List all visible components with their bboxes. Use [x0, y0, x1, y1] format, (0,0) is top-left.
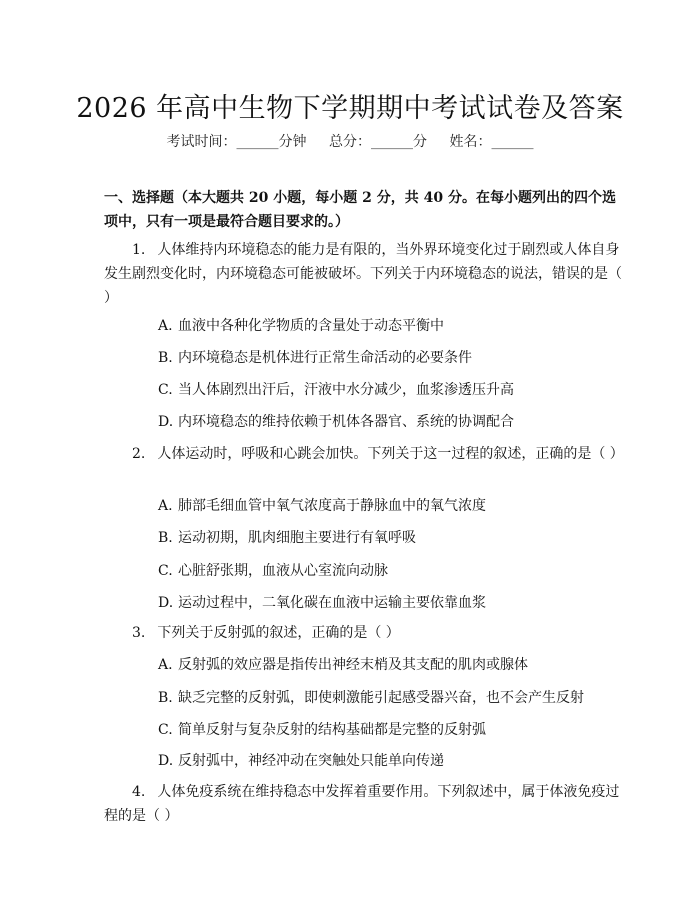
option-text: 运动过程中，二氧化碳在血液中运输主要依靠血浆 [178, 595, 486, 611]
option-text: 内环境稳态的维持依赖于机体各器官、系统的协调配合 [178, 414, 514, 430]
question-2 [104, 442, 624, 466]
question-text: 人体维持内环境稳态的能力是有限的，当外界环境变化过于剧烈或人体自身发生剧烈变化时，内环境稳态可能被破坏。下列关于内环境稳态的说法，错误的是（ ） [104, 242, 622, 306]
option-text: 反射弧的效应器是指传出神经末梢及其支配的肌肉或腺体 [178, 657, 528, 673]
option-letter: D. [158, 414, 174, 430]
option-d [158, 751, 638, 771]
question-text: 人体免疫系统在维持稳态中发挥着重要作用。下列叙述中，属于体液免疫过程的是（ ） [104, 784, 620, 824]
question-number: 1. [132, 242, 146, 258]
question-text: 人体运动时，呼吸和心跳会加快。下列关于这一过程的叙述，正确的是（ ） [157, 446, 624, 462]
option-c [158, 720, 638, 740]
option-text: 血液中各种化学物质的含量处于动态平衡中 [178, 318, 444, 334]
option-letter: A. [158, 498, 173, 514]
option-c [158, 380, 638, 400]
option-a [158, 496, 638, 516]
option-letter: D. [158, 753, 174, 769]
student-name: 姓名：______ [449, 134, 534, 150]
question-number: 3. [132, 625, 146, 641]
question-4 [104, 780, 624, 828]
option-text: 缺乏完整的反射弧，即使刺激能引起感受器兴奋，也不会产生反射 [178, 690, 584, 706]
option-letter: C. [158, 563, 173, 579]
exam-time: 考试时间：______分钟 [166, 134, 307, 150]
option-letter: B. [158, 350, 173, 366]
option-letter: C. [158, 722, 173, 738]
option-letter: D. [158, 595, 174, 611]
exam-score: 总分：______分 [329, 134, 427, 150]
option-text: 简单反射与复杂反射的结构基础都是完整的反射弧 [178, 722, 486, 738]
option-b [158, 528, 638, 548]
option-letter: B. [158, 530, 173, 546]
option-text: 肺部毛细血管中氧气浓度高于静脉血中的氧气浓度 [178, 498, 486, 514]
option-text: 运动初期，肌肉细胞主要进行有氧呼吸 [178, 530, 416, 546]
option-c [158, 561, 638, 581]
question-text: 下列关于反射弧的叙述，正确的是（ ） [157, 625, 400, 641]
option-letter: B. [158, 690, 173, 706]
option-text: 内环境稳态是机体进行正常生命活动的必要条件 [178, 350, 472, 366]
option-b [158, 688, 638, 708]
option-b [158, 348, 638, 368]
option-letter: C. [158, 382, 173, 398]
exam-meta [0, 131, 700, 151]
question-number: 4. [132, 784, 146, 800]
page-title: 2026 年高中生物下学期期中考试试卷及答案 [76, 93, 624, 124]
option-text: 当人体剧烈出汗后，汗液中水分减少，血浆渗透压升高 [178, 382, 514, 398]
option-text: 反射弧中，神经冲动在突触处只能单向传递 [178, 753, 444, 769]
option-letter: A. [158, 657, 173, 673]
question-3 [104, 621, 624, 645]
option-a [158, 655, 638, 675]
option-d [158, 593, 638, 613]
section-heading: 一、选择题（本大题共 20 小题，每小题 2 分，共 40 分。在每小题列出的四个选项中，只有一项是最符合题目要求的。） [104, 190, 616, 230]
question-1 [104, 238, 624, 310]
option-letter: A. [158, 318, 173, 334]
question-number: 2. [132, 446, 146, 462]
option-text: 心脏舒张期，血液从心室流向动脉 [178, 563, 388, 579]
option-d [158, 412, 638, 432]
option-a [158, 316, 638, 336]
